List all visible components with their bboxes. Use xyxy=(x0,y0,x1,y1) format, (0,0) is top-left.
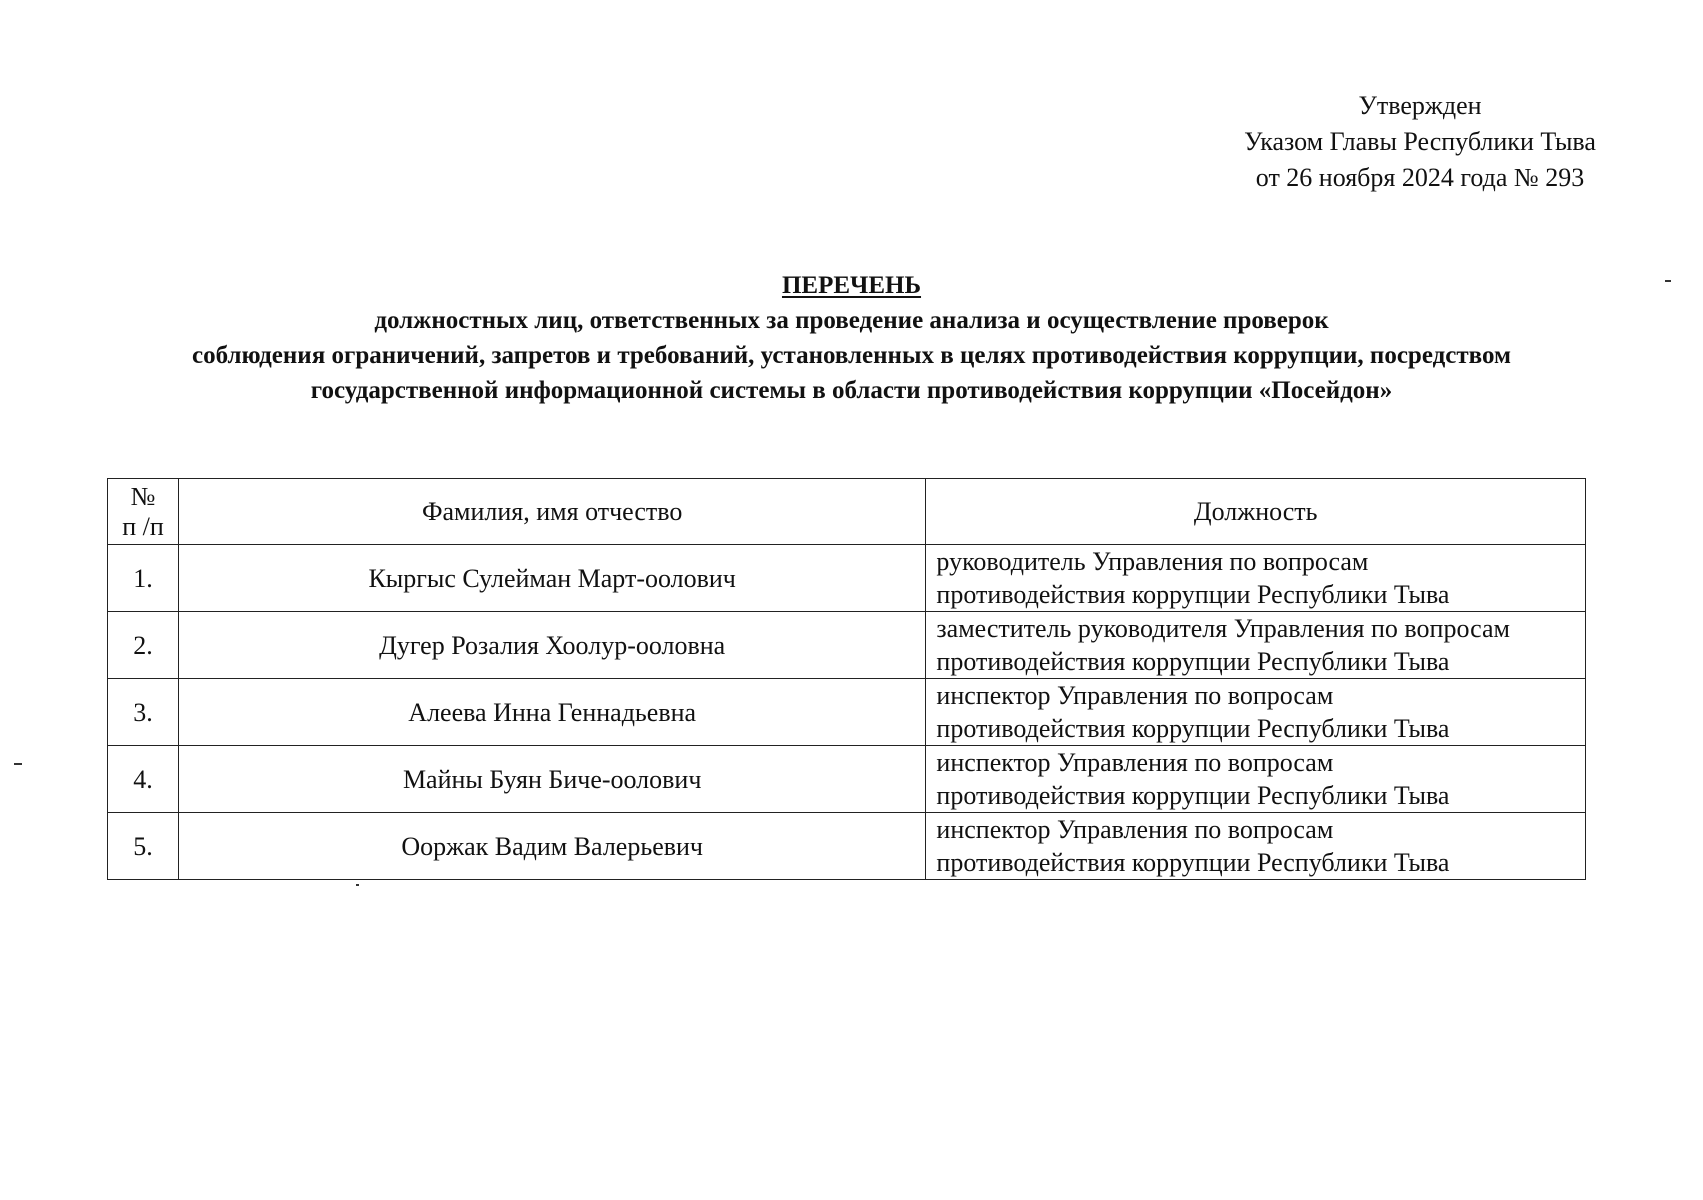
table-row xyxy=(108,612,1586,679)
header-number-abbrev: п /п xyxy=(122,511,164,541)
row-position xyxy=(926,612,1586,679)
header-number-symbol: № xyxy=(130,481,156,511)
row-number: 4. xyxy=(108,746,179,813)
position-line-1: инспектор Управления по вопросам xyxy=(936,815,1334,844)
row-full-name: Ооржак Вадим Валерьевич xyxy=(178,813,925,880)
header-number xyxy=(108,479,179,545)
heading-line-1: должностных лиц, ответственных за проведение анализа и осуществление проверок xyxy=(374,307,1329,334)
document-heading xyxy=(0,268,1703,408)
scan-speck xyxy=(14,763,22,765)
position-line-2: противодействия коррупции Республики Тыва xyxy=(936,781,1450,810)
row-full-name: Майны Буян Биче-оолович xyxy=(178,746,925,813)
heading-line-2: соблюдения ограничений, запретов и требований, установленных в целях противодействия коррупции, посредством xyxy=(191,342,1512,369)
heading-line-3: государственной информационной системы в области противодействия коррупции «Посейдон» xyxy=(310,377,1393,404)
document-title: ПЕРЕЧЕНЬ xyxy=(781,272,922,299)
header-position: Должность xyxy=(926,479,1586,545)
table-row xyxy=(108,813,1586,880)
header-full-name: Фамилия, имя отчество xyxy=(178,479,925,545)
approval-block xyxy=(1200,88,1640,196)
table-row xyxy=(108,746,1586,813)
position-line-2: противодействия коррупции Республики Тыва xyxy=(936,848,1450,877)
position-line-1: руководитель Управления по вопросам xyxy=(936,547,1369,576)
position-line-2: противодействия коррупции Республики Тыва xyxy=(936,580,1450,609)
row-full-name: Кыргыс Сулейман Март-оолович xyxy=(178,545,925,612)
position-line-1: заместитель руководителя Управления по вопросам xyxy=(936,614,1510,643)
scan-speck xyxy=(1665,280,1671,282)
row-number: 3. xyxy=(108,679,179,746)
row-number: 1. xyxy=(108,545,179,612)
row-full-name: Дугер Розалия Хоолур-ооловна xyxy=(178,612,925,679)
row-position xyxy=(926,813,1586,880)
row-position xyxy=(926,746,1586,813)
table-row xyxy=(108,545,1586,612)
officials-table xyxy=(107,478,1586,880)
position-line-2: противодействия коррупции Республики Тыва xyxy=(936,714,1450,743)
scan-speck xyxy=(356,884,359,886)
approval-line-decree: Указом Главы Республики Тыва xyxy=(1244,127,1596,156)
row-position xyxy=(926,545,1586,612)
table-row xyxy=(108,679,1586,746)
row-number: 2. xyxy=(108,612,179,679)
position-line-2: противодействия коррупции Республики Тыва xyxy=(936,647,1450,676)
row-position xyxy=(926,679,1586,746)
row-number: 5. xyxy=(108,813,179,880)
table-header-row xyxy=(108,479,1586,545)
row-full-name: Алеева Инна Геннадьевна xyxy=(178,679,925,746)
position-line-1: инспектор Управления по вопросам xyxy=(936,681,1334,710)
approval-line-date: от 26 ноября 2024 года № 293 xyxy=(1255,163,1585,192)
approval-line-approved: Утвержден xyxy=(1358,91,1482,120)
position-line-1: инспектор Управления по вопросам xyxy=(936,748,1334,777)
